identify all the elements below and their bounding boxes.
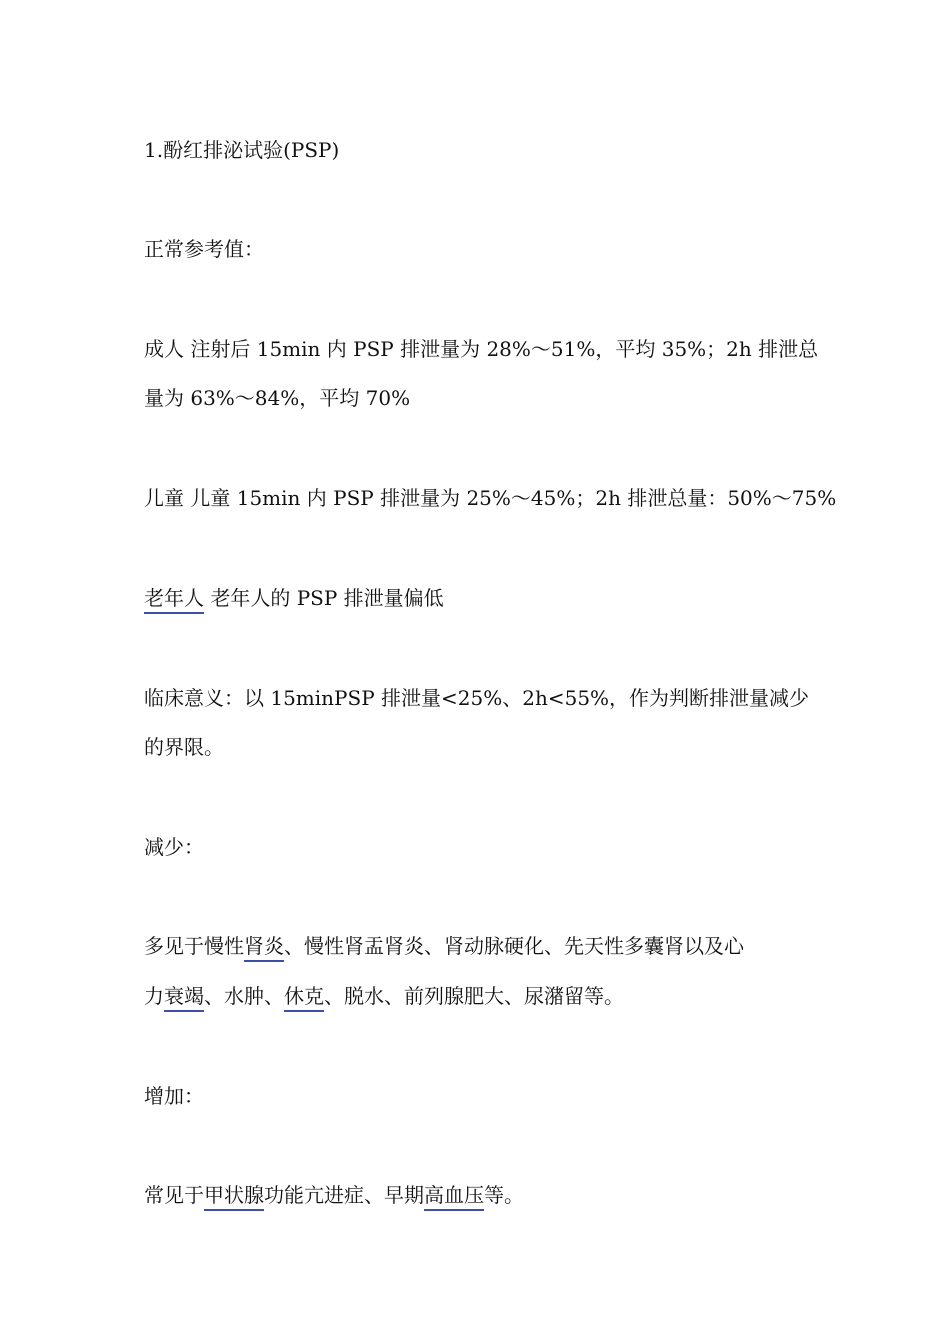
elderly-text: 老年人的 PSP 排泄量偏低 [204,586,444,610]
thyroid-link[interactable]: 甲状腺 [204,1183,264,1211]
decrease-text-d: 、水肿、 [204,984,284,1008]
decrease-text-e: 、脱水、前列腺肥大、尿潴留等。 [324,984,624,1008]
increase-text-b: 功能亢进症、早期 [264,1183,424,1207]
decrease-text-c: 力 [144,984,164,1008]
nephritis-link[interactable]: 肾炎 [244,934,284,962]
decrease-line-1 [144,933,824,959]
child-values-line: 儿童 儿童 15min 内 PSP 排泄量为 25%～45%；2h 排泄总量：50%～75% [144,486,837,510]
failure-link[interactable]: 衰竭 [164,984,204,1012]
normal-values-label: 正常参考值： [144,237,264,261]
hypertension-link[interactable]: 高血压 [424,1183,484,1211]
decrease-line-2 [144,983,824,1009]
decrease-text-a: 多见于慢性 [144,934,244,958]
shock-link[interactable]: 休克 [284,984,324,1012]
adult-values-line-2: 量为 63%～84%，平均 70% [144,386,411,410]
elderly-term-link[interactable]: 老年人 [144,586,204,614]
clinical-significance-line-1: 临床意义：以 15minPSP 排泄量<25%、2h<55%，作为判断排泄量减少 [144,686,810,710]
increase-text-a: 常见于 [144,1183,204,1207]
decrease-text-b: 、慢性肾盂肾炎、肾动脉硬化、先天性多囊肾以及心 [284,934,744,958]
decrease-label: 减少： [144,835,204,859]
section-heading: 1.酚红排泌试验(PSP) [144,138,340,162]
adult-values-line-1: 成人 注射后 15min 内 PSP 排泄量为 28%～51%，平均 35%；2h 排泄总 [144,337,819,361]
increase-line [144,1182,824,1208]
elderly-values-line [144,585,824,611]
increase-text-c: 等。 [484,1183,524,1207]
increase-label: 增加： [144,1084,204,1108]
clinical-significance-line-2: 的界限。 [144,735,224,759]
